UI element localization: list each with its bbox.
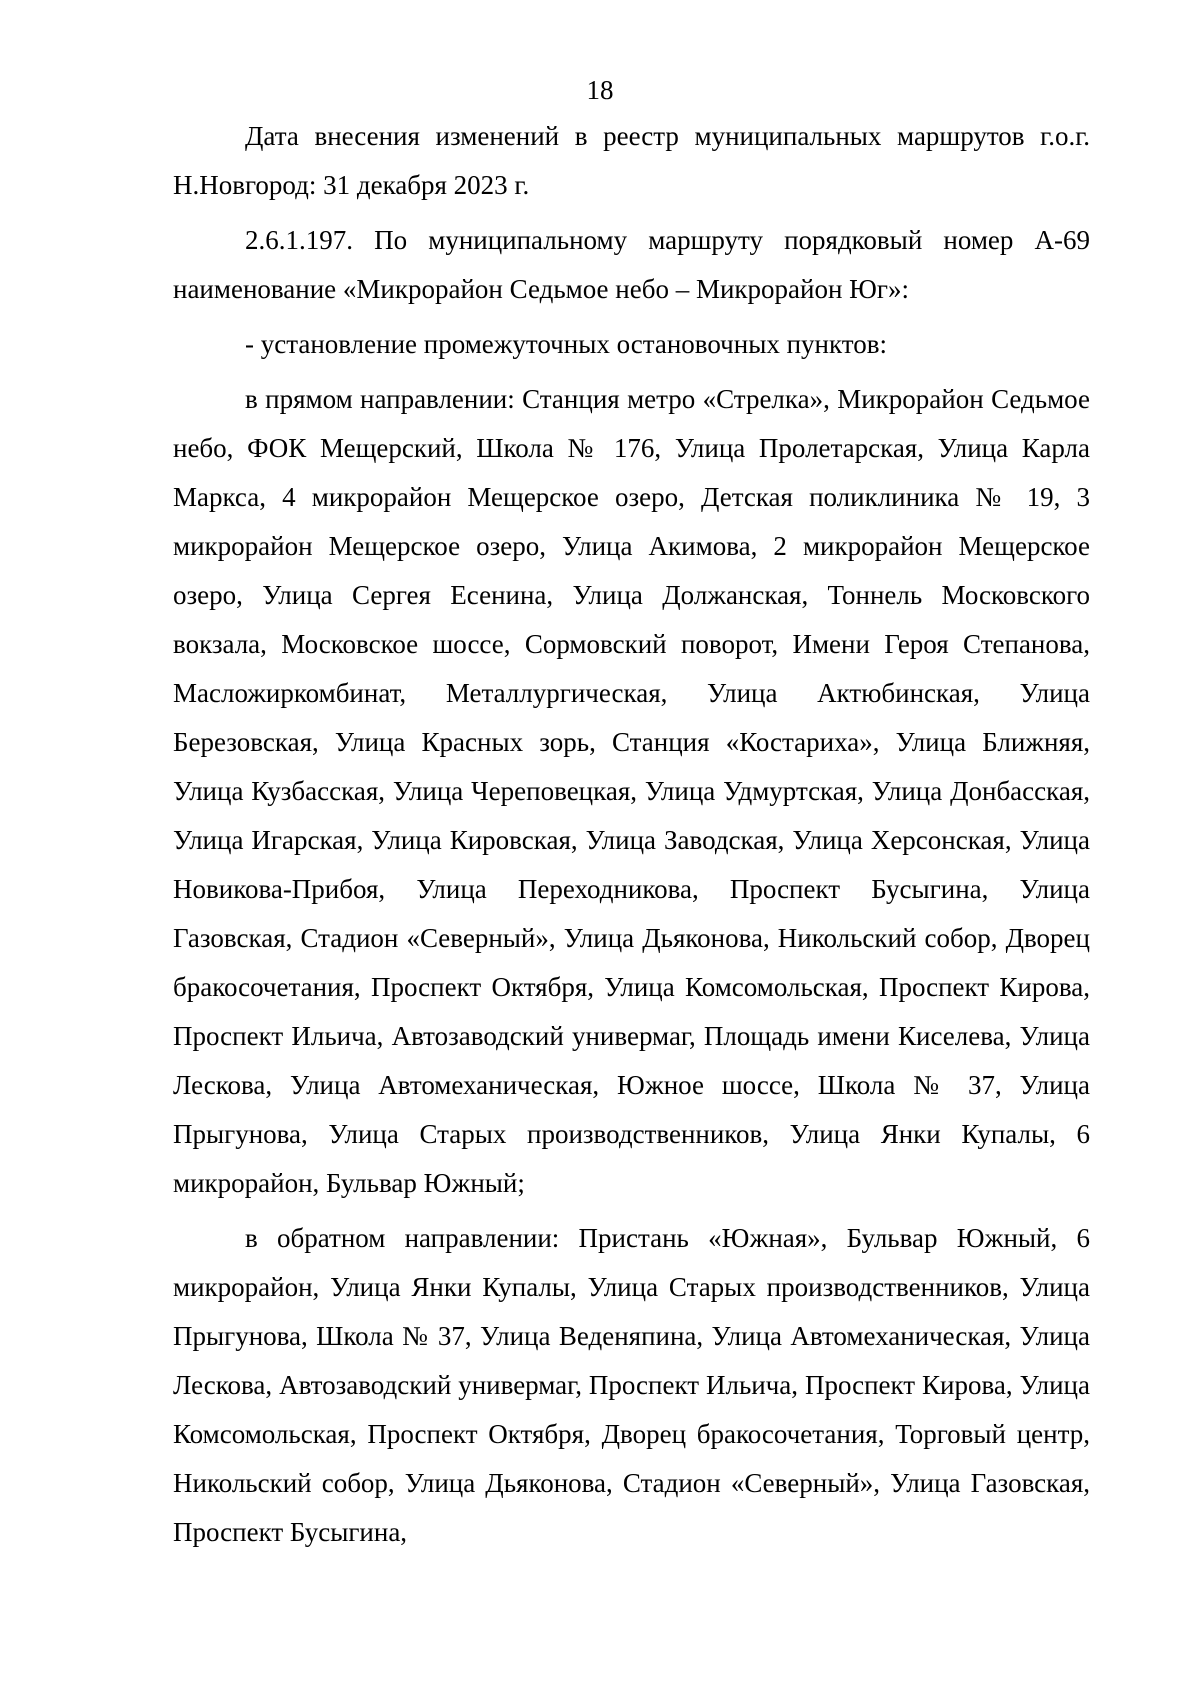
paragraph-registry-date: Дата внесения изменений в реестр муниципальных маршрутов г.о.г. Н.Новгород: 31 декабря 2023 г. bbox=[173, 121, 1090, 200]
page-number: 18 bbox=[586, 75, 614, 105]
paragraph-reverse-direction: в обратном направлении: Пристань «Южная», Бульвар Южный, 6 микрорайон, Улица Янки Купалы, Улица Старых производственников, Улица Прыгунова, Школа № 37, Улица Веденяпина, Улица Автомеханическая, Улица Лескова, Автозаводский универмаг, Проспект Ильича, Проспект Кирова, Улица Комсомольская, Проспект Октября, Дворец бракосочетания, Торговый центр, Никольский собор, Улица Дьяконова, Стадион «Северный», Улица Газовская, Проспект Бусыгина, bbox=[173, 1223, 1090, 1547]
paragraph-forward-direction: в прямом направлении: Станция метро «Стрелка», Микрорайон Седьмое небо, ФОК Мещерский, Школа № 176, Улица Пролетарская, Улица Карла Маркса, 4 микрорайон Мещерское озеро, Детская поликлиника № 19, 3 микрорайон Мещерское озеро, Улица Акимова, 2 микрорайон Мещерское озеро, Улица Сергея Есенина, Улица Должанская, Тоннель Московского вокзала, Московское шоссе, Сормовский поворот, Имени Героя Степанова, Масложиркомбинат, Металлургическая, Улица Актюбинская, Улица Березовская, Улица Красных зорь, Станция «Костариха», Улица Ближняя, Улица Кузбасская, Улица Череповецкая, Улица Удмуртская, Улица Донбасская, Улица Игарская, Улица Кировская, Улица Заводская, Улица Херсонская, Улица Новикова-Прибоя, Улица Переходникова, Проспект Бусыгина, Улица Газовская, Стадион «Северный», Улица Дьяконова, Никольский собор, Дворец бракосочетания, Проспект Октября, Улица Комсомольская, Проспект Кирова, Проспект Ильича, Автозаводский универмаг, Площадь имени Киселева, Улица Лескова, Улица Автомеханическая, Южное шоссе, Школа № 37, Улица Прыгунова, Улица Старых производственников, Улица Янки Купалы, 6 микрорайон, Бульвар Южный; bbox=[173, 384, 1090, 1198]
document-body bbox=[173, 112, 1090, 1557]
paragraph-route-title: 2.6.1.197. По муниципальному маршруту порядковый номер А-69 наименование «Микрорайон Седьмое небо – Микрорайон Юг»: bbox=[173, 225, 1090, 304]
paragraph-stops-heading: - установление промежуточных остановочных пунктов: bbox=[245, 329, 887, 359]
